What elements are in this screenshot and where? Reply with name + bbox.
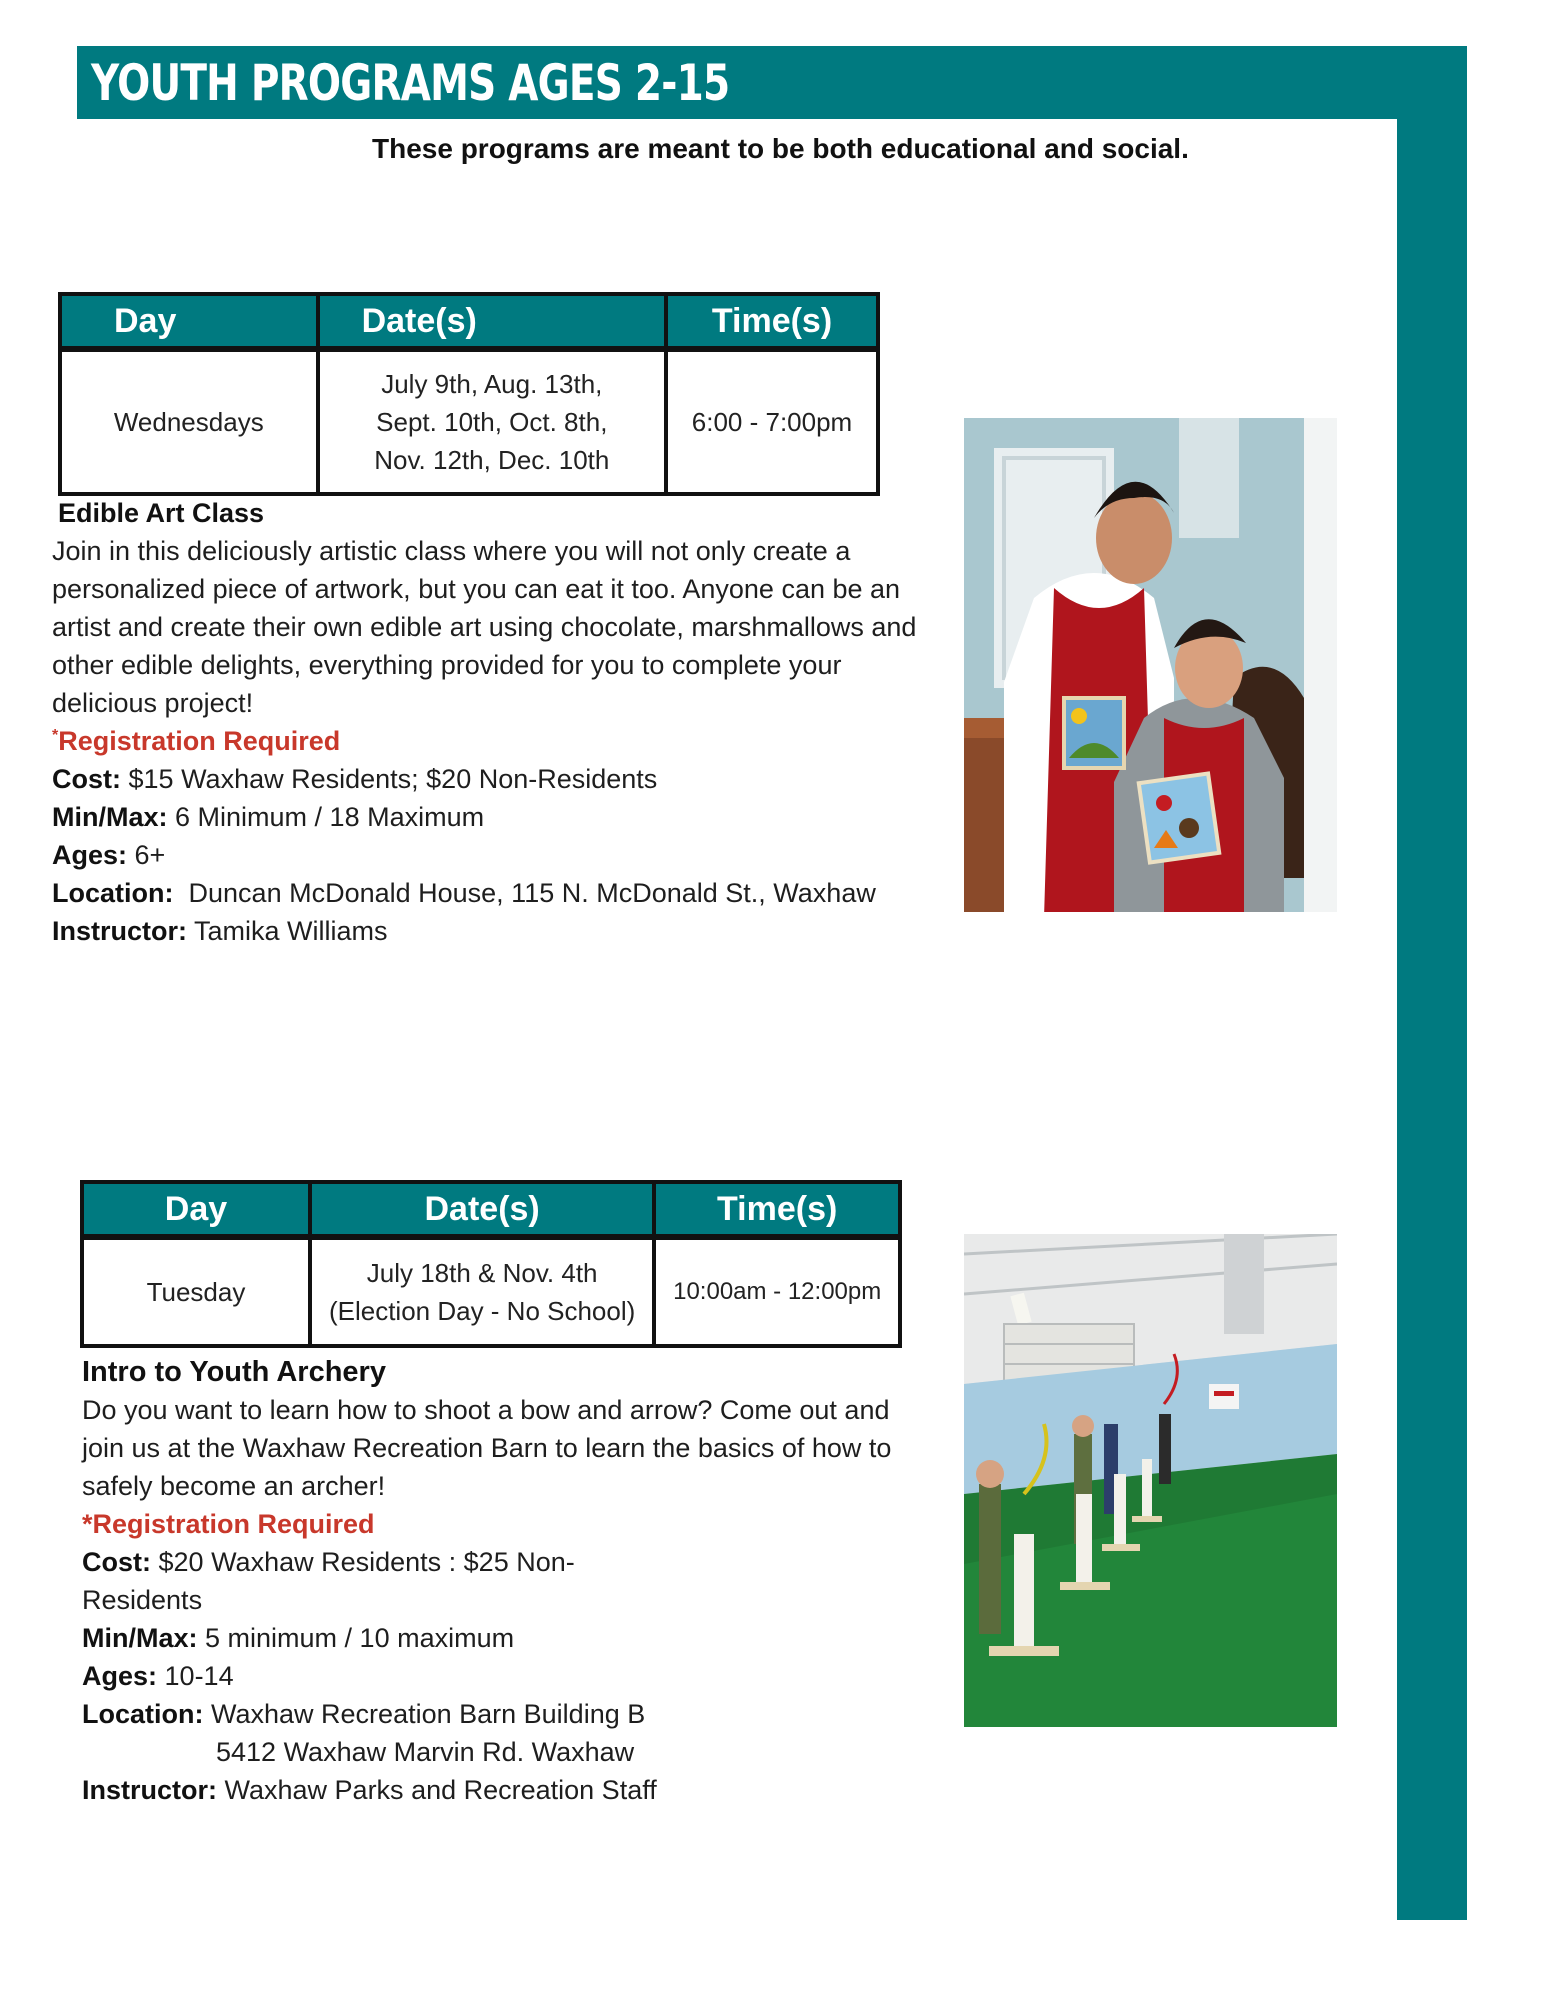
location-row xyxy=(82,1695,922,1733)
edible-art-photo-illustration xyxy=(964,418,1337,912)
times-header: Time(s) xyxy=(666,294,878,349)
table-row xyxy=(82,1237,900,1346)
dates-line: Sept. 10th, Oct. 8th, xyxy=(376,407,608,437)
minmax-label: Min/Max: xyxy=(82,1623,198,1653)
program-title: Intro to Youth Archery xyxy=(82,1356,386,1388)
cost-row-continued: Residents xyxy=(82,1585,203,1615)
dates-line: July 18th & Nov. 4th xyxy=(366,1258,598,1288)
dates-cell xyxy=(310,1237,654,1346)
minmax-row xyxy=(82,1619,922,1657)
ages-row xyxy=(52,836,932,874)
time-cell: 10:00am - 12:00pm xyxy=(654,1237,900,1346)
location-row xyxy=(52,874,932,912)
time-cell: 6:00 - 7:00pm xyxy=(666,349,878,494)
cost-value: $15 Waxhaw Residents; $20 Non-Residents xyxy=(128,764,658,794)
dates-header: Date(s) xyxy=(318,294,666,349)
cost-value: $20 Waxhaw Residents : $25 Non- xyxy=(158,1547,575,1577)
archery-photo-illustration xyxy=(964,1234,1337,1727)
instructor-row xyxy=(82,1771,922,1809)
table-row xyxy=(60,349,878,494)
times-header: Time(s) xyxy=(654,1182,900,1237)
ages-label: Ages: xyxy=(82,1661,158,1691)
registration-text: Registration Required xyxy=(58,726,341,756)
cost-row xyxy=(82,1543,922,1581)
day-header: Day xyxy=(60,294,318,349)
page-title: YOUTH PROGRAMS AGES 2-15 xyxy=(91,54,730,112)
program-title: Edible Art Class xyxy=(58,498,265,528)
program-description: Do you want to learn how to shoot a bow and arrow? Come out and join us at the Waxhaw Recreation Barn to learn the basics of how to safely become an archer! xyxy=(82,1395,892,1501)
cost-label: Cost: xyxy=(52,764,121,794)
minmax-value: 5 minimum / 10 maximum xyxy=(205,1623,515,1653)
ages-label: Ages: xyxy=(52,840,128,870)
table-header-row xyxy=(60,294,878,349)
cost-row xyxy=(52,760,932,798)
edible-art-photo xyxy=(964,418,1337,912)
day-header: Day xyxy=(82,1182,310,1237)
instructor-label: Instructor: xyxy=(82,1775,217,1805)
instructor-value: Tamika Williams xyxy=(194,916,388,946)
location-label: Location: xyxy=(82,1699,204,1729)
registration-required xyxy=(52,722,932,760)
table-header-row xyxy=(82,1182,900,1237)
instructor-row xyxy=(52,912,932,950)
archery-photo xyxy=(964,1234,1337,1727)
minmax-value: 6 Minimum / 18 Maximum xyxy=(175,802,485,832)
location-label: Location: xyxy=(52,878,174,908)
ages-row xyxy=(82,1657,922,1695)
program-description: Join in this deliciously artistic class where you will not only create a personalized piece of artwork, but you can eat it too. Anyone can be an artist and create their own edible art using chocolate, marshmallows and other edible delights, everything provided for you to complete your delicious project! xyxy=(52,536,917,718)
registration-required xyxy=(82,1505,922,1543)
instructor-label: Instructor: xyxy=(52,916,187,946)
dates-header: Date(s) xyxy=(310,1182,654,1237)
dates-line: (Election Day - No School) xyxy=(328,1296,636,1326)
page-subtitle: These programs are meant to be both educational and social. xyxy=(372,133,1189,164)
header-bar xyxy=(77,46,1467,119)
archery-section xyxy=(82,1353,922,1809)
minmax-label: Min/Max: xyxy=(52,802,168,832)
location-row-continued: 5412 Waxhaw Marvin Rd. Waxhaw xyxy=(216,1737,635,1767)
registration-text: Registration Required xyxy=(92,1509,375,1539)
instructor-value: Waxhaw Parks and Recreation Staff xyxy=(224,1775,657,1805)
dates-cell xyxy=(318,349,666,494)
ages-value: 10-14 xyxy=(164,1661,234,1691)
asterisk: * xyxy=(82,1509,93,1539)
cost-label: Cost: xyxy=(82,1547,151,1577)
dates-line: Nov. 12th, Dec. 10th xyxy=(374,445,610,475)
dates-line: July 9th, Aug. 13th, xyxy=(381,369,603,399)
day-cell: Wednesdays xyxy=(60,349,318,494)
edible-art-schedule-table xyxy=(58,292,880,496)
ages-value: 6+ xyxy=(134,840,166,870)
day-cell: Tuesday xyxy=(82,1237,310,1346)
location-value: Waxhaw Recreation Barn Building B xyxy=(211,1699,646,1729)
minmax-row xyxy=(52,798,932,836)
archery-schedule-table xyxy=(80,1180,902,1348)
edible-art-section xyxy=(52,494,932,950)
right-accent-bar xyxy=(1397,119,1467,1920)
asterisk: * xyxy=(52,727,59,744)
location-value: Duncan McDonald House, 115 N. McDonald St., Waxhaw xyxy=(188,878,876,908)
